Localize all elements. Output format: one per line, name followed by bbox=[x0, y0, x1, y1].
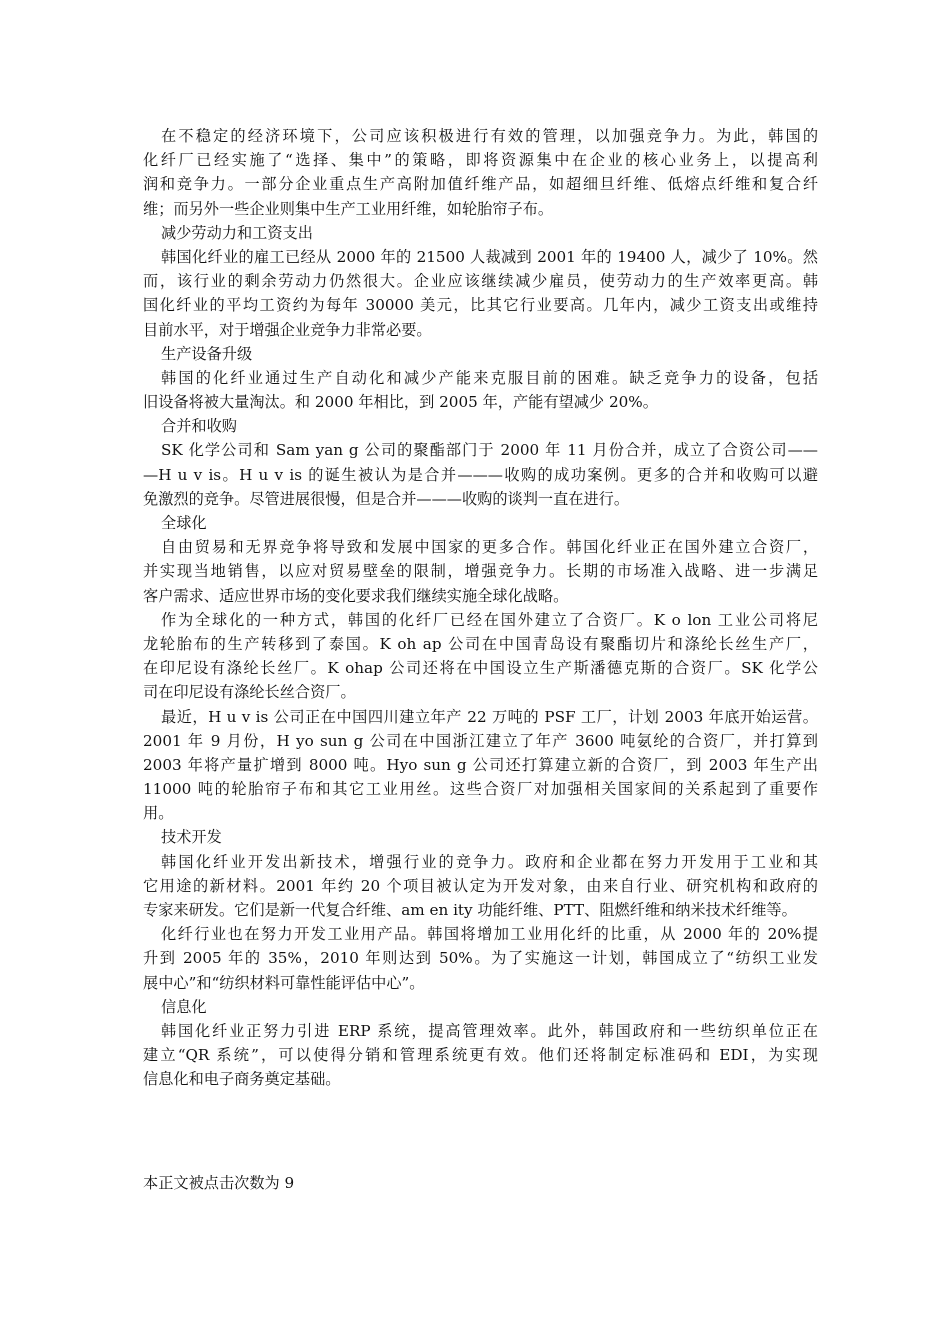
paragraph-line: 韩国化纤业的雇工已经从 2000 年的 21500 人裁减到 2001 年的 19400 人，减少了 10%。然 bbox=[161, 247, 818, 266]
paragraph bbox=[143, 366, 818, 414]
paragraph-line: 润和竞争力。一部分企业重点生产高附加值纤维产品，如超细旦纤维、低熔点纤维和复合纤 bbox=[143, 175, 818, 194]
section-heading: 技术开发 bbox=[161, 828, 222, 847]
section-heading: 减少劳动力和工资支出 bbox=[161, 223, 313, 242]
paragraph-line: 展中心”和“纺织材料可靠性能评估中心”。 bbox=[143, 973, 425, 992]
paragraph bbox=[143, 850, 818, 923]
paragraph-line: 用。 bbox=[143, 804, 174, 823]
paragraph-line: 国化纤业的平均工资约为每年 30000 美元，比其它行业要高。几年内，减少工资支出或维持 bbox=[143, 296, 818, 315]
paragraph bbox=[143, 922, 818, 995]
paragraph bbox=[143, 705, 818, 826]
paragraph bbox=[143, 1019, 818, 1092]
paragraph-line: 龙轮胎布的生产转移到了泰国。K oh ap 公司在中国青岛设有聚酯切片和涤纶长丝生产厂， bbox=[143, 634, 818, 653]
paragraph-line: 最近，H u v is 公司正在中国四川建立年产 22 万吨的 PSF 工厂，计划 2003 年底开始运营。 bbox=[161, 707, 818, 726]
paragraph-line: 专家来研发。它们是新一代复合纤维、am en ity 功能纤维、PTT、阻燃纤维和纳米技术纤维等。 bbox=[143, 901, 797, 919]
paragraph-line: 韩国的化纤业通过生产自动化和减少产能来克服目前的困难。缺乏竞争力的设备，包括 bbox=[161, 368, 818, 387]
paragraph-line: 在印尼设有涤纶长丝厂。K ohap 公司还将在中国设立生产斯潘德克斯的合资厂。SK 化学公 bbox=[143, 659, 818, 678]
paragraph-line: 客户需求、适应世界市场的变化要求我们继续实施全球化战略。 bbox=[143, 586, 569, 605]
article-body bbox=[143, 124, 818, 1092]
paragraph bbox=[143, 124, 818, 221]
paragraph-line: 2001 年 9 月份，H yo sun g 公司在中国浙江建立了年产 3600 吨氨纶的合资厂，并打算到 bbox=[143, 731, 818, 750]
paragraph bbox=[143, 245, 818, 342]
paragraph-line: SK 化学公司和 Sam yan g 公司的聚酯部门于 2000 年 11 月份合并，成立了合资公司—— bbox=[161, 441, 818, 460]
paragraph-line: 司在印尼设有涤纶长丝合资厂。 bbox=[143, 683, 356, 702]
paragraph-line: 11000 吨的轮胎帘子布和其它工业用丝。这些合资厂对加强相关国家间的关系起到了重要作 bbox=[143, 780, 818, 799]
paragraph-line: 维；而另外一些企业则集中生产工业用纤维，如轮胎帘子布。 bbox=[143, 199, 554, 218]
paragraph-line: —H u v is。H u v is 的诞生被认为是合并———收购的成功案例。更多的合并和收购可以避 bbox=[143, 465, 818, 484]
paragraph-line: 韩国化纤业正努力引进 ERP 系统，提高管理效率。此外，韩国政府和一些纺织单位正在 bbox=[161, 1021, 818, 1040]
paragraph bbox=[143, 535, 818, 608]
paragraph-line: 建立“QR 系统”，可以使得分销和管理系统更有效。他们还将制定标准码和 EDI，为实现 bbox=[143, 1046, 818, 1065]
paragraph-line: 化纤厂已经实施了“选择、集中”的策略，即将资源集中在企业的核心业务上，以提高利 bbox=[143, 151, 818, 170]
paragraph-line: 目前水平，对于增强企业竞争力非常必要。 bbox=[143, 320, 432, 339]
section-heading: 信息化 bbox=[161, 997, 207, 1016]
paragraph bbox=[143, 438, 818, 511]
paragraph bbox=[143, 608, 818, 705]
paragraph-line: 旧设备将被大量淘汰。和 2000 年相比，到 2005 年，产能有望减少 20%。 bbox=[143, 393, 658, 412]
paragraph-line: 作为全球化的一种方式，韩国的化纤厂已经在国外建立了合资厂。K o lon 工业公司将尼 bbox=[161, 610, 818, 629]
paragraph-line: 信息化和电子商务奠定基础。 bbox=[143, 1070, 341, 1089]
paragraph-line: 在不稳定的经济环境下，公司应该积极进行有效的管理，以加强竞争力。为此，韩国的 bbox=[161, 127, 818, 145]
section-heading: 合并和收购 bbox=[161, 417, 237, 436]
paragraph-line: 2003 年将产量扩增到 8000 吨。Hyo sun g 公司还打算建立新的合资厂，到 2003 年生产出 bbox=[143, 755, 818, 774]
paragraph-line: 韩国化纤业开发出新技术，增强行业的竞争力。政府和企业都在努力开发用于工业和其 bbox=[161, 852, 818, 871]
section-heading: 全球化 bbox=[161, 514, 207, 532]
paragraph-line: 化纤行业也在努力开发工业用产品。韩国将增加工业用化纤的比重，从 2000 年的 20%提 bbox=[161, 925, 818, 944]
paragraph-line: 免激烈的竞争。尽管进展很慢，但是合并———收购的谈判一直在进行。 bbox=[143, 489, 629, 508]
paragraph-line: 而，该行业的剩余劳动力仍然很大。企业应该继续减少雇员，使劳动力的生产效率更高。韩 bbox=[143, 272, 818, 291]
hit-count-text: 本正文被点击次数为 9 bbox=[143, 1174, 295, 1192]
paragraph-line: 自由贸易和无界竞争将导致和发展中国家的更多合作。韩国化纤业正在国外建立合资厂， bbox=[161, 538, 818, 557]
section-heading: 生产设备升级 bbox=[161, 344, 253, 363]
paragraph-line: 并实现当地销售，以应对贸易壁垒的限制，增强竞争力。长期的市场准入战略、进一步满足 bbox=[143, 562, 818, 581]
paragraph-line: 它用途的新材料。2001 年约 20 个项目被认定为开发对象，由来自行业、研究机构和政府的 bbox=[143, 876, 818, 895]
paragraph-line: 升到 2005 年的 35%，2010 年则达到 50%。为了实施这一计划，韩国成立了“纺织工业发 bbox=[143, 949, 818, 968]
